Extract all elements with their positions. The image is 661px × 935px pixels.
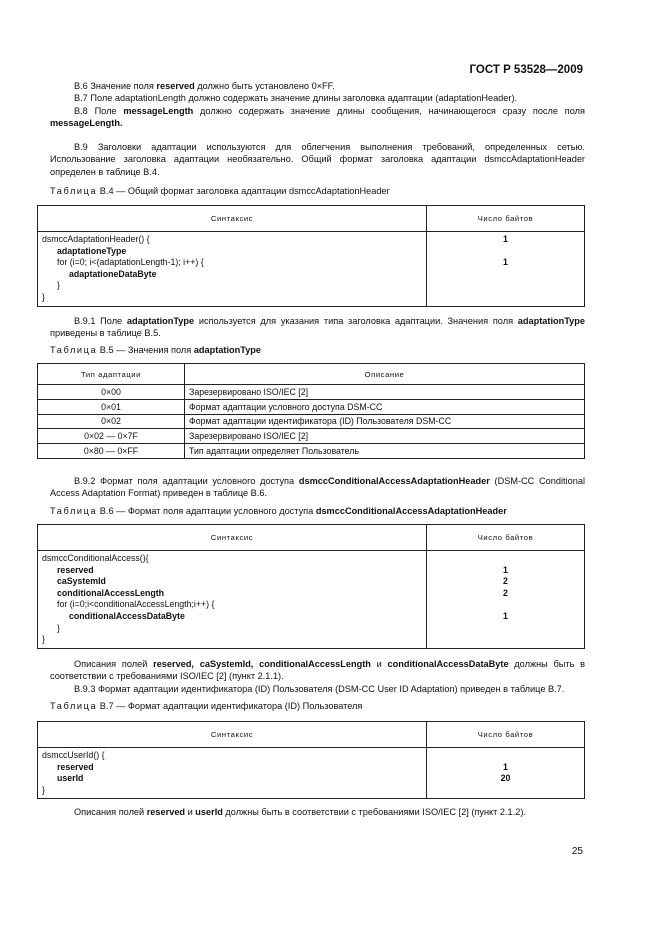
paragraph-b7: В.7 Поле adaptationLength должно содержать значение длины заголовка адаптации (adaptationHeader). [74,93,518,103]
code-line: } [42,291,45,302]
code-line: reserved [57,761,94,772]
table4-header-bytes: Число байтов [427,206,585,232]
paragraph-b91: В.9.1 Поле adaptationType используется для указания типа заголовка адаптации. Значения поля adaptationType приведены в таблице В.5. [50,316,585,339]
code-line: for (i=0; i<(adaptationLength-1); i++) { [57,257,204,268]
page-number: 25 [571,846,583,857]
byte-value: 1 [503,234,508,244]
table5-caption: Таблица В.5 — Значения поля adaptationType [50,345,262,355]
table7-bytes-cell [427,748,585,799]
type-cell: 0×00 [38,385,185,400]
desc-cell: Тип адаптации определяет Пользователь [185,444,585,459]
byte-value: 1 [503,564,508,575]
code-line: } [42,784,45,795]
desc-cell: Формат адаптации идентификатора (ID) Пользователя DSM-CC [185,414,585,429]
byte-value [431,246,580,258]
paragraph-b6: В.6 Значение поля reserved должно быть установлено 0×FF. [74,81,335,91]
code-line: reserved [57,564,94,575]
table6-bytes-cell [427,551,585,649]
byte-value: 20 [500,773,511,784]
paragraph-b8: В.8 Поле messageLength должно содержать значение длины сообщения, начинающегося сразу после поля messageLength. [50,105,585,128]
table5-header-type: Тип адаптации [38,364,185,385]
table-row [38,385,585,400]
code-line: conditionalAccessDataByte [69,610,185,621]
code-line: caSystemId [57,576,106,587]
desc-cell: Формат адаптации условного доступа DSM-CC [185,399,585,414]
table4-header-syntax: Синтаксис [38,206,427,232]
code-line: dsmccAdaptationHeader() { [42,234,150,244]
table7-header-syntax: Синтаксис [38,722,427,748]
table-row [38,399,585,414]
table7-caption: Таблица В.7 — Формат адаптации идентификатора (ID) Пользователя [50,701,363,711]
table4-caption: Таблица В.4 — Общий формат заголовка адаптации dsmccAdaptationHeader [50,186,390,196]
table4 [37,205,585,307]
table-row [38,429,585,444]
byte-value: 2 [503,576,508,587]
table6-syntax-cell [38,551,427,649]
table5 [37,363,585,459]
table-row [38,414,585,429]
paragraph-b92: В.9.2 Формат поля адаптации условного доступа dsmccConditionalAccessAdaptationHeader (DSM-CC Conditional Access Adaptation Format) приведен в таблице В.6. [50,476,585,499]
byte-value [431,599,580,611]
paragraph-desc6: Описания полей reserved, caSystemId, conditionalAccessLength и conditionalAccessDataByte должны быть в соответствии с требованиями ISO/IEC [2] (пункт 2.1.1). [50,659,585,682]
table7-header-bytes: Число байтов [427,722,585,748]
table4-bytes-cell [427,232,585,307]
code-line: dsmccConditionalAccess(){ [42,553,149,563]
type-cell: 0×02 — 0×7F [38,429,185,444]
code-line: } [57,280,60,291]
paragraph-b9: В.9 Заголовки адаптации используются для облегчения выполнения требований, определенных сетью. Использование заголовка адаптации необязательно. Общий формат заголовка адаптации dsmccAdaptationHeader определен в таблице В.4. [50,142,585,177]
paragraph-desc7: Описания полей reserved и userId должны быть в соответствии с требованиями ISO/IEC [2] (пункт 2.1.2). [74,807,526,817]
table4-syntax-cell [38,232,427,307]
paragraph-b93: В.9.3 Формат адаптации идентификатора (ID) Пользователя (DSM-CC User ID Adaptation) приведен в таблице В.7. [74,684,565,694]
byte-value: 2 [503,587,508,598]
code-line: dsmccUserId() { [42,750,105,760]
code-line: conditionalAccessLength [57,587,165,598]
table6 [37,524,585,649]
table6-caption: Таблица В.6 — Формат поля адаптации условного доступа dsmccConditionalAccessAdaptationHeader [50,506,507,516]
table-row [38,444,585,459]
table6-header-bytes: Число байтов [427,525,585,551]
byte-value [431,750,580,762]
type-cell: 0×02 [38,414,185,429]
code-line: userId [57,773,84,784]
table7 [37,721,585,799]
code-line: } [42,634,45,645]
code-line: for (i=0;i<conditionalAccessLength;i++) { [57,599,215,610]
table5-header-desc: Описание [185,364,585,385]
desc-cell: Зарезервировано ISO/IEC [2] [185,429,585,444]
code-line: } [57,622,60,633]
code-line: adaptationeDataByte [69,268,157,279]
byte-value: 1 [503,257,508,268]
byte-value: 1 [503,761,508,772]
type-cell: 0×80 — 0×FF [38,444,185,459]
desc-cell: Зарезервировано ISO/IEC [2] [185,385,585,400]
byte-value: 1 [503,610,508,621]
code-line: adaptationeType [57,245,127,256]
table6-header-syntax: Синтаксис [38,525,427,551]
standard-header: ГОСТ Р 53528—2009 [469,64,583,76]
type-cell: 0×01 [38,399,185,414]
table7-syntax-cell [38,748,427,799]
byte-value [431,553,580,565]
